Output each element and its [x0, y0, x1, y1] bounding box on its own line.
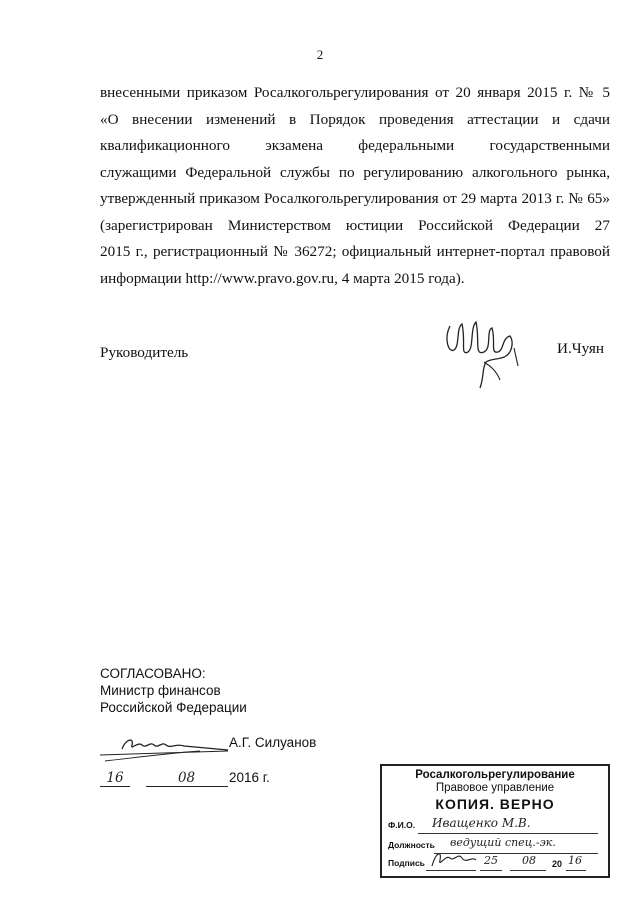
- stamp-position-label: Должность: [388, 840, 435, 850]
- body-line: квалификационного экзамена федеральными государственными: [100, 137, 610, 154]
- handwritten-signature: [440, 308, 530, 390]
- stamp-fio-label: Ф.И.О.: [388, 820, 416, 830]
- stamp-sign-label: Подпись: [388, 858, 425, 868]
- agreement-line: Министр финансов: [100, 683, 221, 698]
- body-line: «О внесении изменений в Порядок проведения аттестации и сдачи: [100, 110, 610, 128]
- body-line: утвержденный приказом Росалкогольрегулирования от 29 марта 2013 г. № 65»: [100, 190, 610, 207]
- stamp-year-prefix: 20: [552, 859, 563, 869]
- agreement-date: [100, 770, 228, 787]
- stamp-dept: Правовое управление: [435, 782, 555, 794]
- minister-name: А.Г. Силуанов: [229, 735, 317, 750]
- body-line: информации http://www.pravo.gov.ru, 4 марта 2015 года).: [100, 269, 465, 287]
- signer-role: Руководитель: [100, 344, 189, 361]
- copy-stamp: [380, 764, 610, 878]
- stamp-fio-value: Иващенко М.В.: [432, 816, 531, 830]
- body-paragraph: [100, 80, 610, 292]
- body-line: служащими Федеральной службы по регулированию алкогольного рынка,: [100, 163, 610, 181]
- minister-signature: [100, 735, 230, 765]
- date-day: 16: [100, 770, 130, 787]
- date-month: 08: [146, 770, 228, 787]
- agreement-heading: СОГЛАСОВАНО:: [100, 666, 206, 681]
- stamp-year-suffix: 16: [568, 854, 582, 867]
- agreement-line: Российской Федерации: [100, 700, 247, 715]
- body-line: внесенными приказом Росалкогольрегулирования от 20 января 2015 г. № 5: [100, 84, 610, 101]
- stamp-title: КОПИЯ. ВЕРНО: [435, 796, 555, 812]
- stamp-position-value: ведущий спец.-эк.: [450, 836, 556, 849]
- body-line: (зарегистрирован Министерством юстиции Российской Федерации 27: [100, 216, 610, 234]
- date-year: 2016 г.: [229, 770, 270, 785]
- stamp-org: Росалкогольрегулирование: [415, 769, 575, 781]
- body-line: 2015 г., регистрационный № 36272; официальный интернет-портал правовой: [100, 243, 610, 260]
- stamp-sign-month: 08: [522, 854, 536, 867]
- stamp-sign-day: 25: [484, 854, 498, 867]
- page-number: 2: [316, 47, 324, 62]
- signer-name: И.Чуян: [557, 340, 604, 357]
- agreement-block: [100, 665, 247, 716]
